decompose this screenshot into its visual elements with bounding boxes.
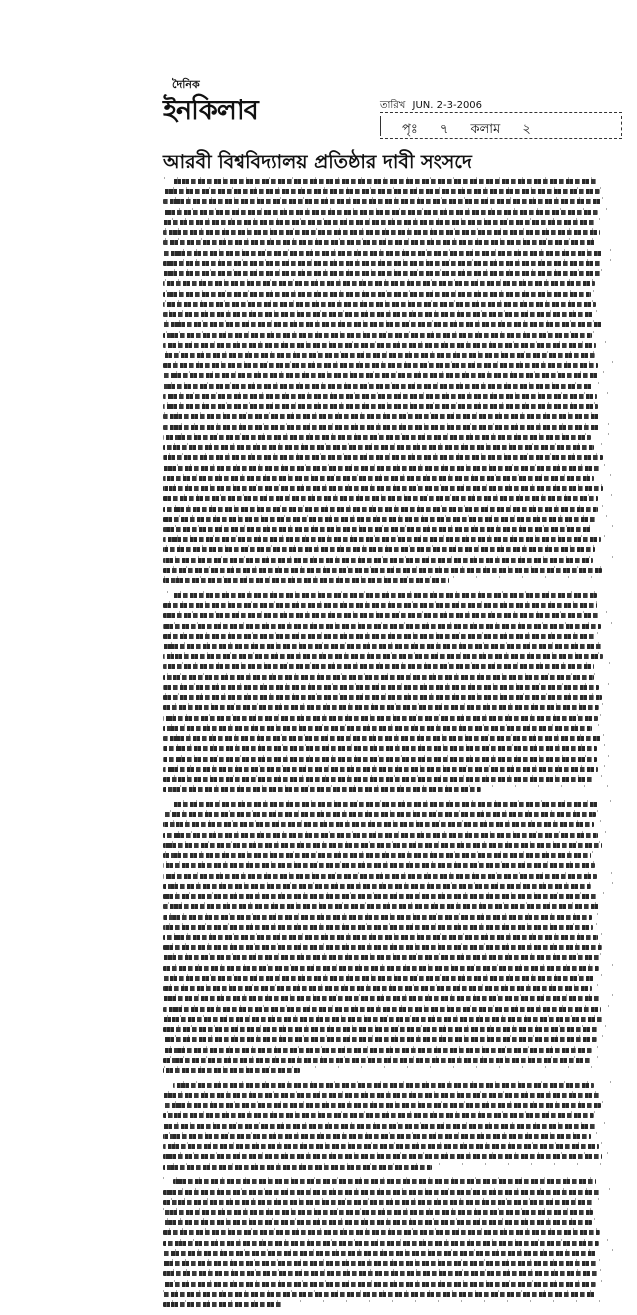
text-line	[163, 1280, 613, 1289]
text-line	[163, 693, 613, 702]
clipping-info-box	[380, 96, 622, 154]
text-line	[163, 1142, 613, 1151]
date-label: তারিখ	[380, 100, 406, 111]
text-line	[163, 882, 613, 891]
text-line	[163, 566, 613, 575]
article-headline: আরবী বিশ্ববিদ্যালয় প্রতিষ্ঠার দাবী সংসদে	[163, 151, 472, 173]
newspaper-name: ইনকিলাব	[163, 95, 258, 126]
text-line	[163, 484, 613, 493]
text-line	[163, 208, 613, 217]
text-line	[163, 331, 613, 340]
text-line	[163, 1177, 613, 1186]
text-line	[163, 1218, 613, 1227]
text-line	[163, 392, 613, 401]
column-value: ২	[522, 122, 531, 137]
text-line	[163, 351, 613, 360]
text-line	[163, 433, 613, 442]
text-line	[163, 1015, 613, 1024]
text-line	[163, 515, 613, 524]
text-line	[163, 591, 613, 600]
text-line	[163, 177, 613, 186]
text-line	[163, 249, 613, 258]
text-line	[163, 1101, 613, 1110]
text-line	[163, 1122, 613, 1131]
text-line	[163, 933, 613, 942]
text-line	[163, 1081, 613, 1090]
text-line	[163, 1132, 613, 1141]
text-line	[163, 1025, 613, 1034]
text-line	[163, 556, 613, 565]
text-line	[163, 724, 613, 733]
text-line	[163, 494, 613, 503]
text-line	[163, 423, 613, 432]
text-line	[163, 1056, 613, 1065]
text-line	[163, 545, 613, 554]
column-label: কলাম	[470, 122, 501, 137]
text-line	[163, 800, 613, 809]
text-line	[163, 1163, 613, 1172]
text-line	[163, 785, 613, 794]
article-paragraph	[163, 177, 613, 585]
text-line	[163, 505, 613, 514]
text-line	[163, 1111, 613, 1120]
text-line	[163, 714, 613, 723]
newspaper-prefix: দৈনিক	[172, 78, 200, 91]
text-line	[163, 974, 613, 983]
text-line	[163, 259, 613, 268]
text-line	[163, 601, 613, 610]
text-line	[163, 238, 613, 247]
text-line	[163, 831, 613, 840]
page-label: পৃঃ	[402, 122, 418, 137]
article-paragraph	[163, 800, 613, 1075]
divider	[380, 112, 622, 113]
text-line	[163, 744, 613, 753]
text-line	[163, 642, 613, 651]
text-line	[163, 1152, 613, 1161]
text-line	[163, 1249, 613, 1258]
divider	[620, 116, 622, 136]
text-line	[163, 662, 613, 671]
text-line	[163, 1066, 613, 1075]
text-line	[163, 683, 613, 692]
text-line	[163, 841, 613, 850]
text-line	[163, 382, 613, 391]
text-line	[163, 1091, 613, 1100]
divider	[380, 116, 381, 136]
text-line	[163, 734, 613, 743]
article-paragraph	[163, 1177, 613, 1309]
text-line	[163, 576, 613, 585]
text-line	[163, 525, 613, 534]
text-line	[163, 861, 613, 870]
text-line	[163, 755, 613, 764]
divider	[380, 138, 622, 139]
text-line	[163, 1269, 613, 1278]
text-line	[163, 984, 613, 993]
text-line	[163, 953, 613, 962]
text-line	[163, 453, 613, 462]
article-paragraph	[163, 591, 613, 794]
text-line	[163, 218, 613, 227]
text-line	[163, 1035, 613, 1044]
text-line	[163, 1259, 613, 1268]
text-line	[163, 703, 613, 712]
text-line	[163, 923, 613, 932]
text-line	[163, 371, 613, 380]
text-line	[163, 611, 613, 620]
text-line	[163, 775, 613, 784]
text-line	[163, 820, 613, 829]
text-line	[163, 994, 613, 1003]
text-line	[163, 187, 613, 196]
text-line	[163, 810, 613, 819]
text-line	[163, 872, 613, 881]
article-body	[163, 177, 613, 1315]
text-line	[163, 269, 613, 278]
text-line	[163, 1300, 613, 1309]
text-line	[163, 279, 613, 288]
text-line	[163, 341, 613, 350]
text-line	[163, 652, 613, 661]
text-line	[163, 1188, 613, 1197]
text-line	[163, 943, 613, 952]
text-line	[163, 443, 613, 452]
text-line	[163, 1046, 613, 1055]
text-line	[163, 902, 613, 911]
text-line	[163, 892, 613, 901]
text-line	[163, 913, 613, 922]
text-line	[163, 228, 613, 237]
text-line	[163, 673, 613, 682]
text-line	[163, 474, 613, 483]
text-line	[163, 290, 613, 299]
date-value: JUN. 2-3-2006	[412, 100, 483, 111]
text-line	[163, 1198, 613, 1207]
text-line	[163, 535, 613, 544]
text-line	[163, 361, 613, 370]
text-line	[163, 310, 613, 319]
text-line	[163, 1290, 613, 1299]
text-line	[163, 412, 613, 421]
text-line	[163, 320, 613, 329]
text-line	[163, 964, 613, 973]
text-line	[163, 632, 613, 641]
text-line	[163, 300, 613, 309]
article-paragraph	[163, 1081, 613, 1172]
text-line	[163, 402, 613, 411]
page-value: ৭	[439, 122, 449, 137]
text-line	[163, 464, 613, 473]
text-line	[163, 197, 613, 206]
text-line	[163, 1005, 613, 1014]
text-line	[163, 851, 613, 860]
text-line	[163, 1228, 613, 1237]
text-line	[163, 1239, 613, 1248]
text-line	[163, 1208, 613, 1217]
text-line	[163, 622, 613, 631]
text-line	[163, 765, 613, 774]
